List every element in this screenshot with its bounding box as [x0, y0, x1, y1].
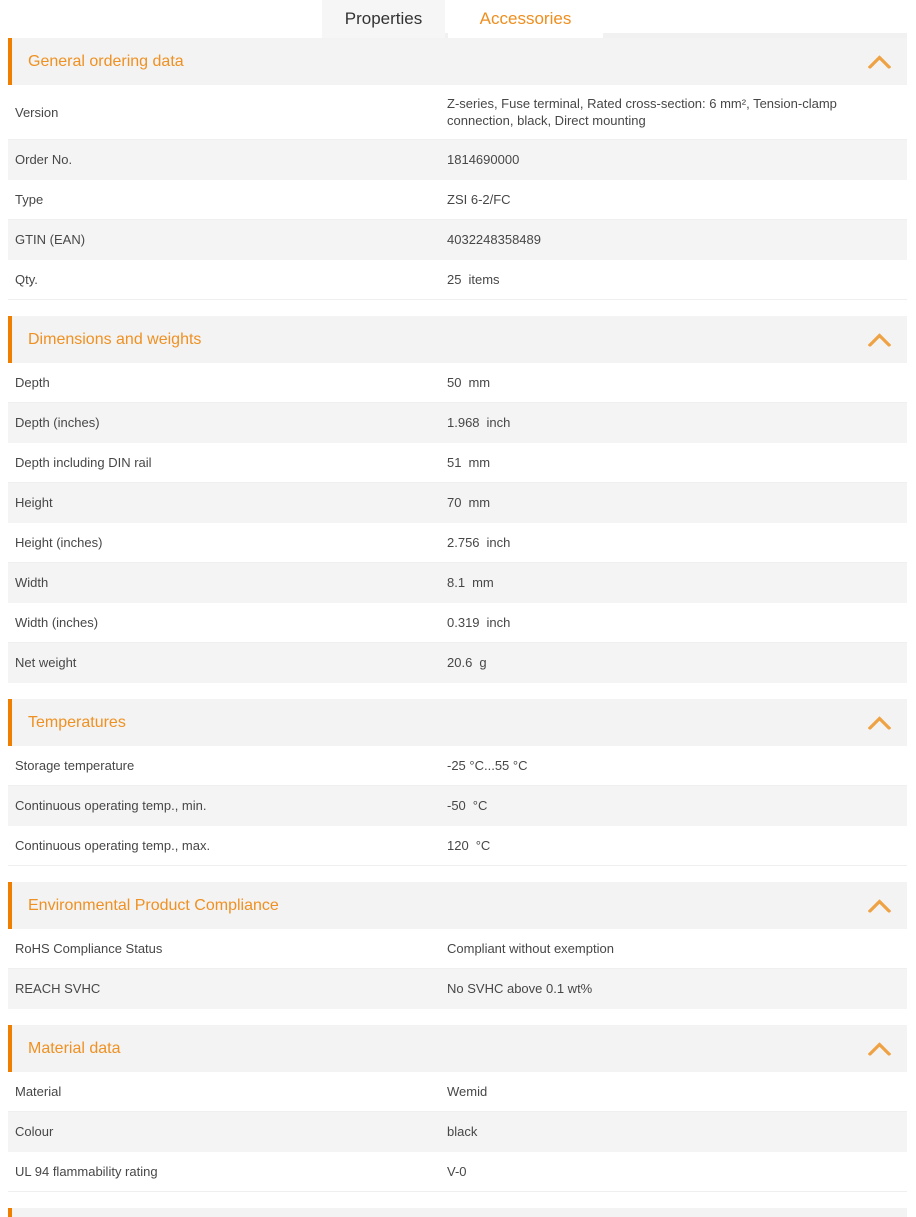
- value-text: 20.6: [447, 655, 473, 670]
- spec-row: [8, 180, 907, 220]
- spec-row-label: REACH SVHC: [15, 981, 101, 996]
- spec-row-label: Height: [15, 495, 53, 510]
- section-environmental-product-compliance: [8, 882, 907, 1009]
- value-text: black: [447, 1124, 478, 1139]
- value-text: Z-series, Fuse terminal, Rated cross-section: 6 mm², Tension-clamp connection, black, Direct mounting: [447, 96, 837, 128]
- spec-row-value: [447, 837, 490, 854]
- spec-row-label: Material: [15, 1084, 62, 1099]
- spec-row: [8, 140, 907, 180]
- spec-row-label: Width: [15, 575, 49, 590]
- spec-row: [8, 403, 907, 443]
- spec-row-value: [447, 980, 592, 997]
- section-rows: [8, 85, 907, 300]
- spec-row: [8, 85, 907, 140]
- spec-row-label: Depth including DIN rail: [15, 455, 152, 470]
- spec-row-label: UL 94 flammability rating: [15, 1164, 158, 1179]
- value-unit: g: [479, 655, 487, 670]
- value-text: ZSI 6-2/FC: [447, 192, 511, 207]
- spec-row-label: Continuous operating temp., max.: [15, 838, 211, 853]
- spec-row-value: [447, 414, 510, 431]
- spec-row-value: [447, 757, 527, 774]
- value-text: 1814690000: [447, 152, 520, 167]
- spec-row-value: [447, 95, 877, 129]
- spec-row-label: Storage temperature: [15, 758, 135, 773]
- spec-row-label: Continuous operating temp., min.: [15, 798, 207, 813]
- value-text: 4032248358489: [447, 232, 541, 247]
- spec-row-label: Version: [15, 104, 59, 120]
- value-text: 50: [447, 375, 462, 390]
- value-text: Wemid: [447, 1084, 488, 1099]
- section-dimensions-and-weights: [8, 316, 907, 683]
- value-unit: inch: [486, 415, 511, 430]
- value-unit: °C: [475, 838, 491, 853]
- spec-row-value: [447, 940, 614, 957]
- value-text: 51: [447, 455, 462, 470]
- spec-row: [8, 443, 907, 483]
- spec-row-label: Depth: [15, 375, 50, 390]
- section-rows: [8, 929, 907, 1009]
- value-text: V-0: [447, 1164, 467, 1179]
- spec-row-label: Depth (inches): [15, 415, 100, 430]
- chevron-up-icon[interactable]: [868, 55, 891, 68]
- spec-row-value: [447, 1083, 487, 1100]
- value-text: 8.1: [447, 575, 466, 590]
- section-title: Material data: [28, 1039, 121, 1057]
- spec-row-value: [447, 191, 511, 208]
- tab-accessories[interactable]: [448, 0, 603, 38]
- spec-row: [8, 786, 907, 826]
- value-text: No SVHC above 0.1 wt%: [447, 981, 593, 996]
- spec-row: [8, 1072, 907, 1112]
- value-unit: °C: [472, 798, 488, 813]
- spec-row-label: Colour: [15, 1124, 54, 1139]
- section-title: Temperatures: [28, 713, 126, 731]
- spec-row-value: [447, 534, 510, 551]
- spec-row-label: Width (inches): [15, 615, 99, 630]
- spec-row-value: [447, 654, 487, 671]
- section-general-ordering-data: [8, 38, 907, 300]
- value-unit: inch: [486, 535, 511, 550]
- spec-row: [8, 969, 907, 1009]
- value-text: Compliant without exemption: [447, 941, 614, 956]
- value-text: 120: [447, 838, 469, 853]
- section-temperatures: [8, 699, 907, 866]
- section-material-data: [8, 1025, 907, 1192]
- spec-row: [8, 563, 907, 603]
- spec-row: [8, 603, 907, 643]
- value-text: 0.319: [447, 615, 480, 630]
- chevron-up-icon[interactable]: [868, 716, 891, 729]
- section-rows: [8, 363, 907, 683]
- value-text: 2.756: [447, 535, 480, 550]
- spec-row-value: [447, 797, 487, 814]
- spec-row: [8, 363, 907, 403]
- spec-row-value: [447, 1163, 467, 1180]
- spec-row-label: Qty.: [15, 272, 38, 287]
- value-unit: mm: [468, 375, 491, 390]
- spec-row-label: Net weight: [15, 655, 77, 670]
- value-unit: inch: [486, 615, 511, 630]
- section-header-material-data[interactable]: [8, 1025, 907, 1072]
- spec-row-value: [447, 271, 500, 288]
- value-unit: mm: [468, 455, 491, 470]
- section-header-dimensions-and-weights[interactable]: [8, 316, 907, 363]
- next-section-peek: [8, 1208, 907, 1217]
- value-text: 70: [447, 495, 462, 510]
- tab-properties[interactable]: [322, 0, 445, 38]
- spec-row: [8, 826, 907, 866]
- spec-row-value: [447, 231, 541, 248]
- section-rows: [8, 746, 907, 866]
- value-text: 25: [447, 272, 462, 287]
- tab-list: [322, 0, 603, 38]
- section-header-general-ordering-data[interactable]: [8, 38, 907, 85]
- value-text: -25 °C...55 °C: [447, 758, 528, 773]
- spec-row-label: Type: [15, 192, 44, 207]
- value-text: -50: [447, 798, 466, 813]
- spec-row: [8, 1112, 907, 1152]
- value-unit: items: [468, 272, 500, 287]
- spec-row: [8, 929, 907, 969]
- spec-row: [8, 643, 907, 683]
- chevron-up-icon[interactable]: [868, 1042, 891, 1055]
- spec-row-label: RoHS Compliance Status: [15, 941, 163, 956]
- section-title: Environmental Product Compliance: [28, 896, 279, 914]
- tab-accessories-label: Accessories: [479, 9, 572, 28]
- spec-row: [8, 220, 907, 260]
- section-rows: [8, 1072, 907, 1192]
- value-unit: mm: [472, 575, 494, 590]
- spec-row-label: GTIN (EAN): [15, 232, 86, 247]
- spec-row-value: [447, 574, 494, 591]
- spec-row-value: [447, 454, 490, 471]
- tab-properties-label: Properties: [344, 9, 423, 28]
- spec-row: [8, 260, 907, 300]
- spec-row: [8, 523, 907, 563]
- value-unit: mm: [468, 495, 491, 510]
- spec-row-label: Order No.: [15, 152, 73, 167]
- section-title: General ordering data: [28, 52, 184, 70]
- spec-row-value: [447, 494, 490, 511]
- section-header-environmental-product-compliance[interactable]: [8, 882, 907, 929]
- chevron-up-icon[interactable]: [868, 899, 891, 912]
- spec-row-value: [447, 1123, 477, 1140]
- spec-row-value: [447, 614, 510, 631]
- spec-row-value: [447, 151, 519, 168]
- spec-row-value: [447, 374, 490, 391]
- spec-row: [8, 1152, 907, 1192]
- spec-sections: [0, 38, 916, 1192]
- spec-row: [8, 483, 907, 523]
- spec-row: [8, 746, 907, 786]
- chevron-up-icon[interactable]: [868, 333, 891, 346]
- tab-bar: [0, 0, 916, 38]
- spec-row-label: Height (inches): [15, 535, 103, 550]
- section-title: Dimensions and weights: [28, 330, 202, 348]
- value-text: 1.968: [447, 415, 480, 430]
- section-header-temperatures[interactable]: [8, 699, 907, 746]
